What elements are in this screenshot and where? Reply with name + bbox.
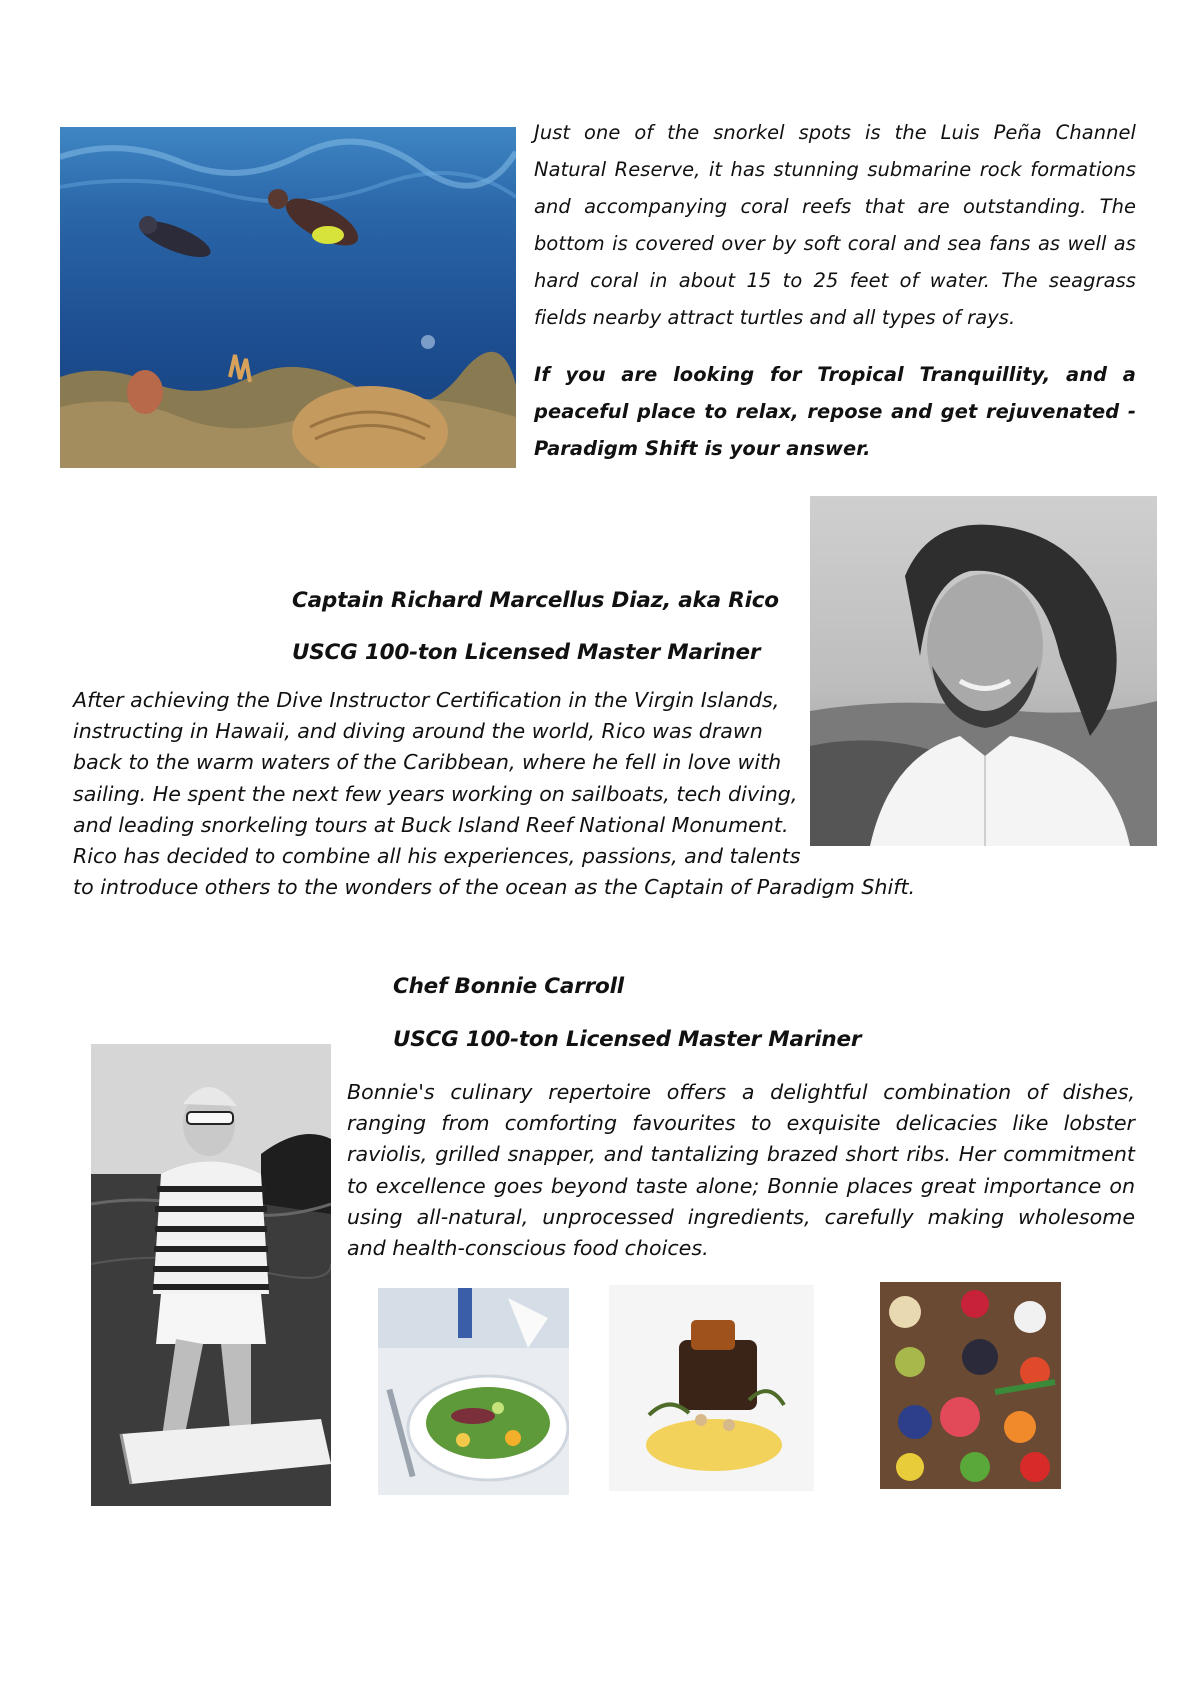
captain-bio-line: back to the warm waters of the Caribbean, where he fell in love with [73, 750, 782, 775]
captain-bio-line: Rico has decided to combine all his experiences, passions, and talents [73, 844, 801, 869]
captain-bio-line: sailing. He spent the next few years working on sailboats, tech diving, [73, 781, 798, 806]
chef-bio: Bonnie's culinary repertoire offers a delightful combination of dishes, ranging from comforting favourites to exquisite delicacies like lobster raviolis, grilled snapper, and tantalizing brazed short ribs. Her commitment to excellence goes beyond taste alone; Bonnie places great importance on using all-natural, unprocessed ingredients, carefully making wholesome and health-conscious food choices. [347, 1080, 1135, 1261]
fruit-platter-photo [880, 1282, 1061, 1489]
chef-license: USCG 100-ton Licensed Master Mariner [393, 1027, 862, 1052]
chef-photo [91, 1044, 331, 1506]
snorkel-photo [60, 127, 516, 468]
salad-photo [378, 1288, 569, 1495]
chef-name: Chef Bonnie Carroll [393, 974, 624, 999]
captain-name: Captain Richard Marcellus Diaz, aka Rico [292, 588, 779, 613]
short-rib-photo [609, 1285, 814, 1491]
captain-bio-line: and leading snorkeling tours at Buck Island Reef National Monument. [73, 812, 789, 837]
intro-paragraph-answer: If you are looking for Tropical Tranquillity, and a peaceful place to relax, repose and get rejuvenated - Paradigm Shift is your answer. [534, 363, 1136, 460]
captain-bio [73, 685, 943, 903]
captain-license: USCG 100-ton Licensed Master Mariner [292, 640, 761, 665]
intro-paragraph: Just one of the snorkel spots is the Luis Peña Channel Natural Reserve, it has stunning submarine rock formations and accompanying coral reefs that are outstanding. The bottom is covered over by soft coral and sea fans as well as hard coral in about 15 to 25 feet of water. The seagrass fields nearby attract turtles and all types of rays. [534, 121, 1136, 329]
captain-bio-line: instructing in Hawaii, and diving around the world, Rico was drawn [73, 719, 763, 744]
captain-bio-line: to introduce others to the wonders of the ocean as the Captain of Paradigm Shift. [73, 875, 916, 900]
intro-text [534, 114, 1136, 487]
captain-bio-line: After achieving the Dive Instructor Certification in the Virgin Islands, [73, 688, 780, 712]
